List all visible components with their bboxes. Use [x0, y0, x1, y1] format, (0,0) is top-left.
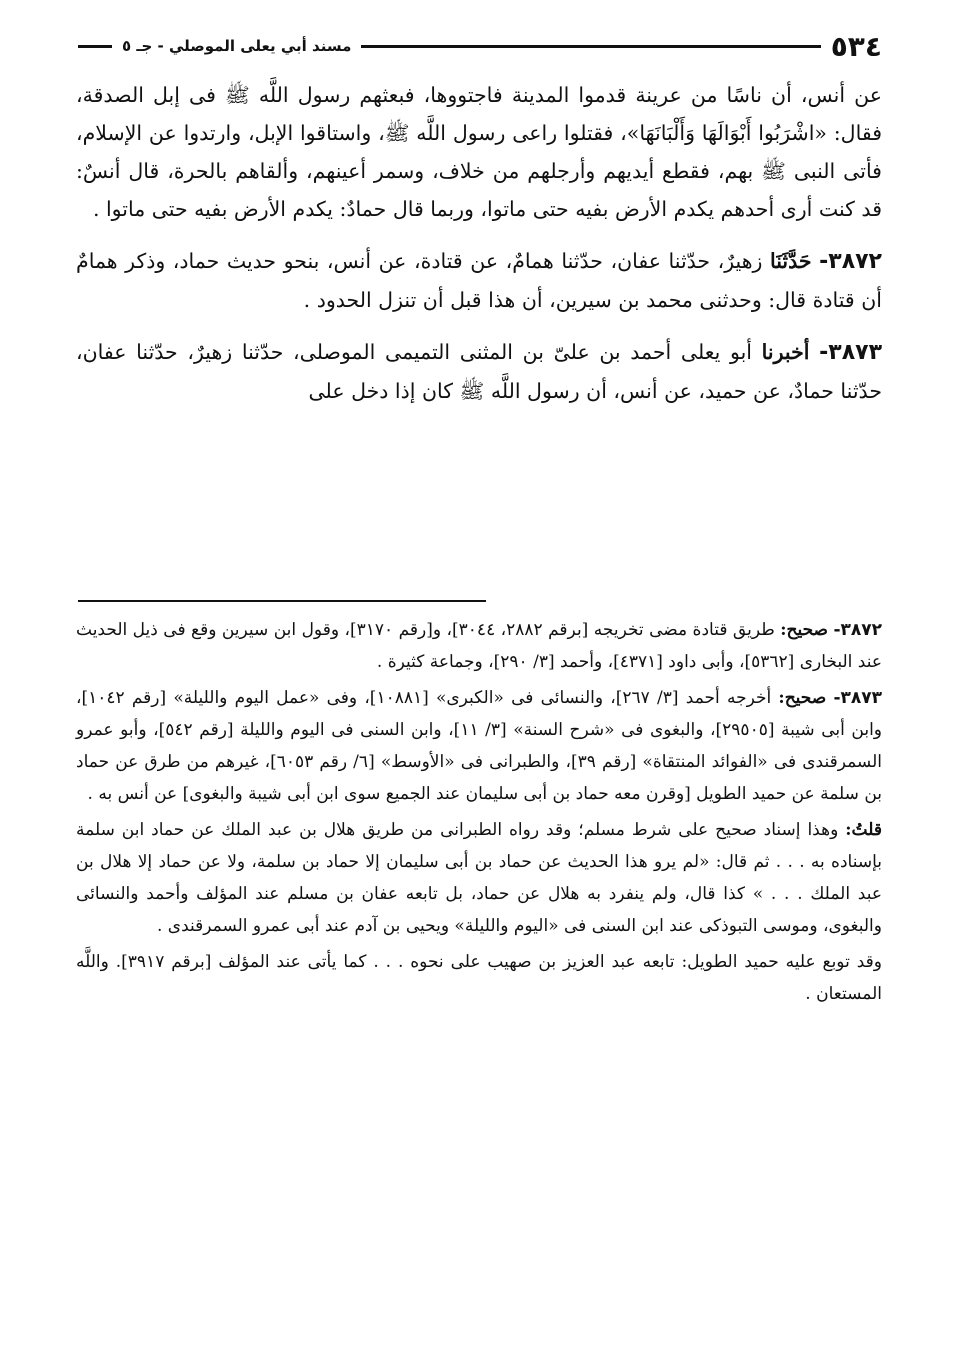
footnote-text: أخرجه أحمد [٣/ ٢٦٧]، والنسائى فى «الكبرى» [١٠٨٨١]، وفى «عمل اليوم والليلة» [رقم ١٠٤٢]، وابن أبى شيبة [٢٩٥٠٥]، والبغوى فى «شرح السنة» [٣/ ١١]، وابن السنى فى اليوم والليلة [رقم ٥٤٢]، وأبو عمرو السمرقندى فى «الفوائد المنتقاة» [رقم ٣٩]، والطبرانى فى «الأوسط» [٦/ رقم ٦٠٥٣]، غيرهم من طرق عن حماد بن سلمة عن حميد الطويل [وقرن معه حماد بن أبى سليمان عند الجميع سوى ابن أبى شيبة والبغوى] عن أنس به . — [76, 688, 883, 804]
footnote-number: ٣٨٧٢- — [833, 620, 883, 640]
main-text — [76, 76, 882, 424]
hadith-number: ٣٨٧٢- — [819, 249, 882, 274]
footnote-number: ٣٨٧٣- — [833, 688, 883, 708]
comment-text: وهذا إسناد صحيح على شرط مسلم؛ وقد رواه الطبرانى من طريق هلال بن عبد الملك عن حماد ابن سلمة بإسناده به . . . ثم قال: «لم يرو هذا الحديث عن حماد بن أبى سليمان إلا حماد بن سلمة، ولا عن حماد إلا هلال بن عبد الملك . . . » كذا قال، ولم ينفرد به هلال عن حماد، بل تابعه عفان بن مسلم عند المؤلف وأحمد والنسائى والبغوى، وموسى التبوذكى عند ابن السنى فى «اليوم والليلة» ويحيى بن آدم عند أبى عمرو السمرقندى . — [76, 820, 882, 936]
running-title: مسند أبي يعلى الموصلي - جـ ٥ — [122, 37, 352, 55]
hadith-continuation: عن أنس، أن ناسًا من عرينة قدموا المدينة فاجتووها، فبعثهم رسول اللَّه ﷺ فى إبل الصدقة، فقال: «اشْرَبُوا أَبْوَالَهَا وَأَلْبَانَهَا»، فقتلوا راعى رسول اللَّه ﷺ، واستاقوا الإبل، وارتدوا عن الإسلام، فأتى النبى ﷺ بهم، فقطع أيديهم وأرجلهم من خلاف، وسمر أعينهم، وألقاهم بالحرة، قال أنسٌ: قد كنت أرى أحدهم يكدم الأرض بفيه حتى ماتوا، وربما قال حمادٌ: يكدم الأرض بفيه حتى ماتوا . — [76, 83, 882, 221]
hadith-3873 — [76, 333, 882, 410]
footnote-comment — [76, 814, 882, 942]
page-header — [78, 28, 882, 64]
hadith-text: زهيرٌ، حدّثنا عفان، حدّثنا همامٌ، عن قتادة، عن أنس، بنحو حديث حماد، وذكر همامٌ أن قتادة قال: وحدثنى محمد بن سيرين، أن هذا قبل أن تنزل الحدود . — [76, 249, 882, 312]
hadith-number: ٣٨٧٣- — [819, 340, 882, 365]
chain-lead: أخبرنا — [761, 340, 810, 364]
footnote-separator — [78, 600, 486, 602]
header-rule-end — [78, 45, 112, 48]
header-rule — [361, 45, 820, 48]
page-number: ٥٣٤ — [830, 29, 882, 63]
footnote-3872 — [76, 614, 882, 678]
comment-label: قلتُ: — [845, 820, 883, 840]
footnote-followup: وقد توبع عليه حميد الطويل: تابعه عبد العزيز بن صهيب على نحوه . . . كما يأتى عند المؤلف [برقم ٣٩١٧]. واللَّه المستعان . — [76, 952, 882, 1004]
hadith-text: أبو يعلى أحمد بن علىّ بن المثنى التميمى الموصلى، حدّثنا زهيرٌ، حدّثنا عفان، حدّثنا حمادٌ، عن حميد، عن أنس، أن رسول اللَّه ﷺ كان إذا دخل على — [76, 340, 882, 403]
footnote-grade: صحيح: — [778, 688, 827, 708]
hadith-3872 — [76, 242, 882, 319]
footnote-text: طريق قتادة مضى تخريجه [برقم ٢٨٨٢، ٣٠٤٤]، و[رقم ٣١٧٠]، وقول ابن سيرين وقع فى ذيل الحديث عند البخارى [٥٣٦٢]، وأبى داود [٤٣٧١]، وأحمد [٣/ ٢٩٠]، وجماعة كثيرة . — [76, 620, 882, 672]
footnote-3873 — [76, 682, 882, 810]
footnote-grade: صحيح: — [780, 620, 828, 640]
chain-lead: حَدَّثَنَا — [770, 249, 812, 273]
footnotes — [76, 614, 882, 1014]
